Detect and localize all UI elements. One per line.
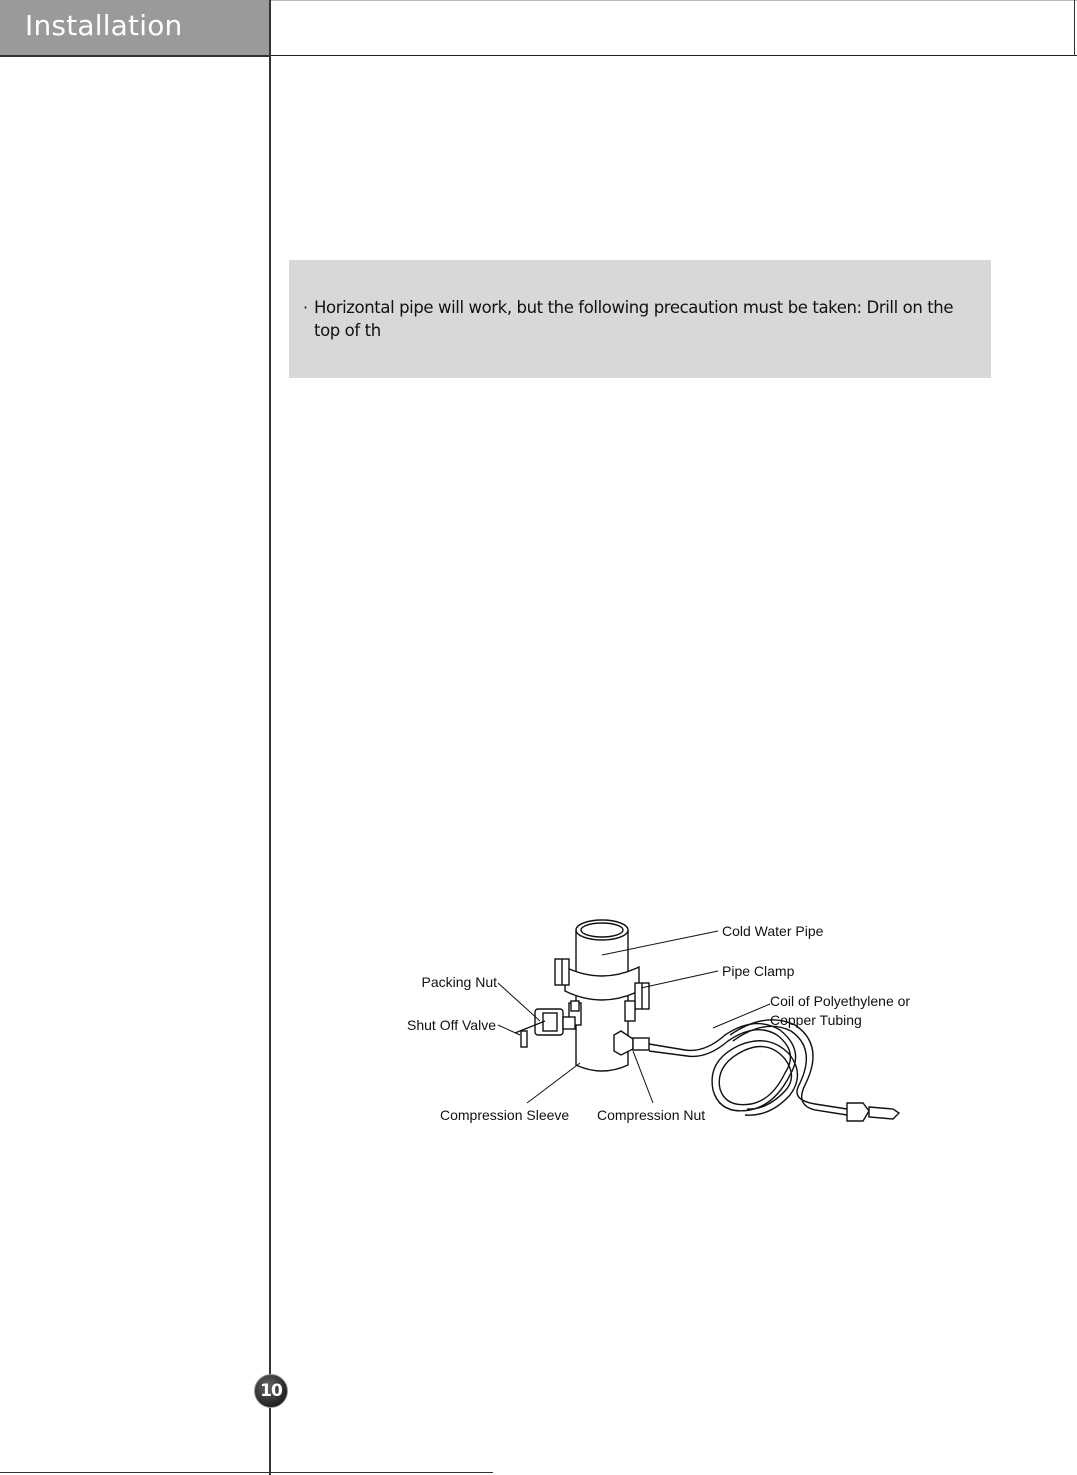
label-coil-line2: Copper Tubing bbox=[770, 1012, 862, 1028]
header-top-rule bbox=[270, 0, 1077, 1]
header-right-edge bbox=[1074, 0, 1075, 56]
note-box bbox=[289, 260, 991, 378]
note-bullet: · bbox=[303, 298, 309, 317]
note-text: Horizontal pipe will work, but the following precaution must be taken: Drill on the top of th bbox=[314, 298, 954, 340]
label-cold-water-pipe: Cold Water Pipe bbox=[722, 923, 824, 939]
left-header-rule bbox=[0, 55, 270, 57]
column-divider bbox=[269, 0, 271, 1475]
section-title: Installation bbox=[25, 9, 183, 42]
water-line-illustration bbox=[395, 905, 935, 1145]
page-number-badge: 10 bbox=[254, 1374, 288, 1408]
coiled-tubing-drawing bbox=[649, 1020, 899, 1121]
label-pipe-clamp: Pipe Clamp bbox=[722, 963, 795, 979]
footer-rule bbox=[0, 1472, 493, 1473]
section-header-tab bbox=[0, 0, 270, 55]
water-line-diagram bbox=[395, 905, 935, 1145]
label-coil-line1: Coil of Polyethylene or bbox=[770, 993, 911, 1009]
header-rule bbox=[270, 55, 1077, 56]
label-compression-sleeve: Compression Sleeve bbox=[440, 1107, 570, 1123]
label-packing-nut: Packing Nut bbox=[421, 974, 497, 990]
label-compression-nut: Compression Nut bbox=[597, 1107, 706, 1123]
label-shut-off-valve: Shut Off Valve bbox=[407, 1017, 496, 1033]
compression-nut-drawing bbox=[614, 1031, 649, 1055]
